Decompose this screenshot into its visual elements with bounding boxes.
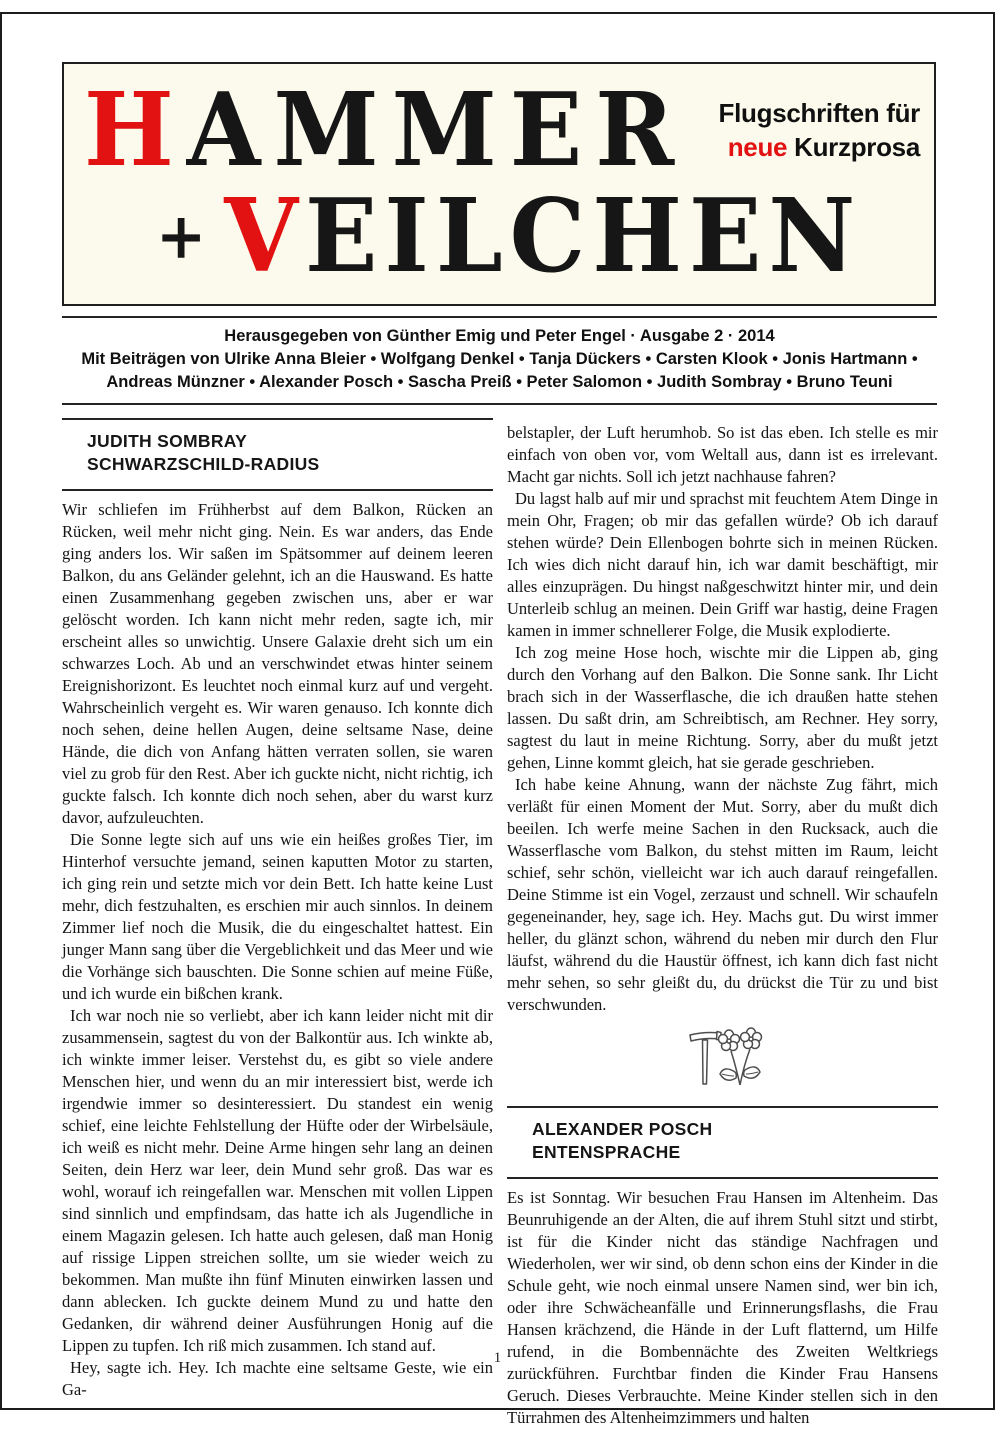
section-ornament — [507, 1025, 938, 1094]
tagline-neue: neue — [727, 132, 788, 162]
right-column — [507, 418, 938, 1429]
story1-left-column-text — [62, 499, 493, 1401]
page-number: 1 — [493, 1350, 502, 1366]
masthead — [62, 62, 936, 306]
imprint-contributors-line1: Mit Beiträgen von Ulrike Anna Bleier • Wolfgang Denkel • Tanja Dückers • Carsten Klook • Jonis Hartmann • — [81, 350, 918, 368]
story2-heading — [507, 1106, 938, 1179]
story-paragraph: Die Sonne legte sich auf uns wie ein heißes großes Tier, im Hinterhof versuchte jemand, seinen kaputten Motor zu starten, ich ging rein und setzte mich vor dein Bett. Ich hatte keine Lust mehr, dich festzuhalten, es erschien mir auch sinnlos. In deinem Zimmer lief noch die Musik, die du eingeschaltet hattest. Ein junger Mann sang über die Vergeblichkeit und das Meer und wie die Vorhänge sich bauschten. Die Sonne schien auf meine Füße, und ich wurde ein bißchen krank. — [62, 830, 493, 1003]
story1-heading — [62, 418, 493, 491]
left-column — [62, 418, 493, 1401]
story-paragraph: Hey, sagte ich. Hey. Ich machte eine seltsame Geste, wie ein Ga- — [62, 1358, 493, 1399]
story-paragraph: Wir schliefen im Frühherbst auf dem Balkon, Rücken an Rücken, weil mehr nicht ging. Nein. Es war anders, das Ende ging anders los. Wir saßen im Spätsommer auf deinem leeren Balkon, du ans Geländer gelehnt, ich an die Hauswand. Es hatte einen Zusammenhang gegeben zwischen uns, aber er war gelöscht worden. Ich kann nicht mehr reden, sagte ich, mir erscheint alles so unwichtig. Unsere Galaxie dreht sich um ein schwarzes Loch. Ab und an verschwindet etwas hinter seinem Ereignishorizont. Es leuchtet noch einmal kurz auf und vergeht. Wahrscheinlich vergeht es. Wir waren genauso. Ich konnte dich noch sehen, deine hellen Augen, deine seltsame Nase, deine Hände, die dich von Anfang hätten verraten sollen, sie waren viel zu grob für den Rest. Aber ich guckte nicht, nicht richtig, ich guckte falsch. Ich konnte dich noch sehen, aber du warst kurz davor, aufzuleuchten. — [62, 500, 493, 827]
masthead-letter-h: H — [84, 71, 187, 190]
story-paragraph: Ich habe keine Ahnung, wann der nächste Zug fährt, mich verläßt für einen Moment der Mut. Sorry, aber du mußt dich beeilen. Ich werfe meine Sachen in den Rucksack, auch die Wasserflasche vom Balkon, du stehst mitten im Raum, leicht schief, sehr schön, vielleicht war ich auch darauf reingefallen. Deine Stimme ist ein Vogel, zerzaust und schnell. Wir schaufeln gegeneinander, hey, sage ich. Hey. Machs gut. Du wirst immer heller, du glänzt schon, während du neben mir durch den Flur läufst, während du die Haustür öffnest, ich kann dich fast nicht mehr sehen, so sehr gleißt du, du drückst die Tür zu und bist verschwunden. — [507, 775, 938, 1014]
story1-title: SCHWARZSCHILD-RADIUS — [87, 454, 320, 474]
imprint-publisher-line: Herausgegeben von Günther Emig und Peter Engel · Ausgabe 2 · 2014 — [224, 327, 775, 345]
tagline-line2 — [719, 130, 920, 164]
story1-right-column-text — [507, 422, 938, 1016]
masthead-word-hammer — [84, 71, 688, 190]
story-paragraph: Es ist Sonntag. Wir besuchen Frau Hansen im Altenheim. Das Beunruhigende an der Alten, die auf ihrem Stuhl sitzt und stirbt, ist für die Kinder nicht das ständige Nachfragen und Wiederholen, wer wir sind, ob denn schon eins der Kinder in die Schule geht, wie noch einmal unsere Namen sind, wer bin ich, oder ihre Schwächeanfälle und Erinnerungsflashs, die Frau Hansen krächzend, die Hände in der Luft flatternd, um Hilfe rufend, in die Bombennächte des Zweiten Weltkriegs zurückführen. Furchtbar finden die Kinder Frau Hansens Geruch. Dieses Verbrauchte. Meine Kinder stellen sich in den Türrahmen des Altenheimzimmers und halten — [507, 1188, 938, 1427]
tagline-kurzprosa: Kurzprosa — [787, 132, 920, 162]
masthead-letters-ammer: AMMER — [186, 71, 688, 190]
tagline-line1: Flugschriften für — [718, 98, 920, 128]
masthead-word-veilchen — [156, 177, 863, 296]
story2-text — [507, 1187, 938, 1429]
masthead-letters-eilchen: EILCHEN — [305, 177, 863, 296]
imprint-contributors-line2: Andreas Münzner • Alexander Posch • Sascha Preiß • Peter Salomon • Judith Sombray • Bruno Teuni — [106, 373, 893, 391]
masthead-letter-v: V — [224, 177, 305, 296]
story-paragraph: Ich war noch nie so verliebt, aber ich kann leider nicht mit dir zusammensein, sagtest du von der Balkontür aus. Ich winkte ab, ich winkte immer leiser. Verstehst du, es gibt so viele andere Menschen hier, und wenn du an mir interessiert bist, werde ich irgendwie immer so desinteressiert. Du standest ein wenig schief, eine leichte Fehlstellung der Hüfte oder der Wirbelsäule, ich weiß es nicht mehr. Deine Arme hingen sehr lang an deinen Seiten, dein Herz war leer, dein Mund sehr groß. Das war es wohl, worauf ich reingefallen war. Menschen mit vollen Lippen sind sinnlich und empfindsam, das hatte ich als Jugendliche in einem Magazin gelesen. Ich hatte auch gelesen, daß man Honig auf rissige Lippen streichen sollte, um sie wieder weich zu bekommen. Man mußte ihn fünf Minuten einwirken lassen und dann ablecken. Ich guckte deinem Mund zu und hatte den Gedanken, dir während deiner Ausführungen Honig auf die Lippen zu tupfen. Ich riß mich zusammen. Ich stand auf. — [62, 1006, 493, 1355]
story1-author: JUDITH SOMBRAY — [87, 431, 248, 451]
imprint-block — [62, 316, 937, 405]
story-paragraph: belstapler, der Luft herumhob. So ist das eben. Ich stelle es mir einfach von oben vor, vom Weltall aus, dann ist es irrelevant. Macht gar nichts. Soll ich jetzt nachhause fahren? — [507, 423, 938, 486]
story-paragraph: Du lagst halb auf mir und sprachst mit feuchtem Atem Dinge in mein Ohr, Fragen; ob mir das gefallen würde? Ob ich darauf stehen würde? Dein Ellenbogen bohrte sich in meinen Rücken. Ich wies dich nicht darauf hin, ich war damit beschäftigt, mir alles einzuprägen. Du hingst naßgeschwitzt hinter mir, und dein Unterleib schlug an meinen. Dein Griff war hastig, deine Fragen kamen in immer schnellerer Folge, die Musik explodierte. — [507, 489, 938, 640]
story2-title: ENTENSPRACHE — [532, 1142, 681, 1162]
masthead-tagline — [719, 96, 920, 164]
hammer-and-violet-icon — [677, 1025, 769, 1089]
story2-author: ALEXANDER POSCH — [532, 1119, 713, 1139]
story-paragraph: Ich zog meine Hose hoch, wischte mir die Lippen ab, ging durch den Vorhang auf den Balkon. Die Sonne sank. Ihr Licht brach sich in der Wasserflasche, die ich draußen hatte stehen lassen. Du saßt drin, am Schreibtisch, am Rechner. Hey sorry, sagtest du laut in meine Richtung. Sorry, aber du mußt jetzt gehen, Linne kommt gleich, hat sie gerade geschrieben. — [507, 643, 938, 772]
plus-sign: + — [156, 199, 225, 274]
